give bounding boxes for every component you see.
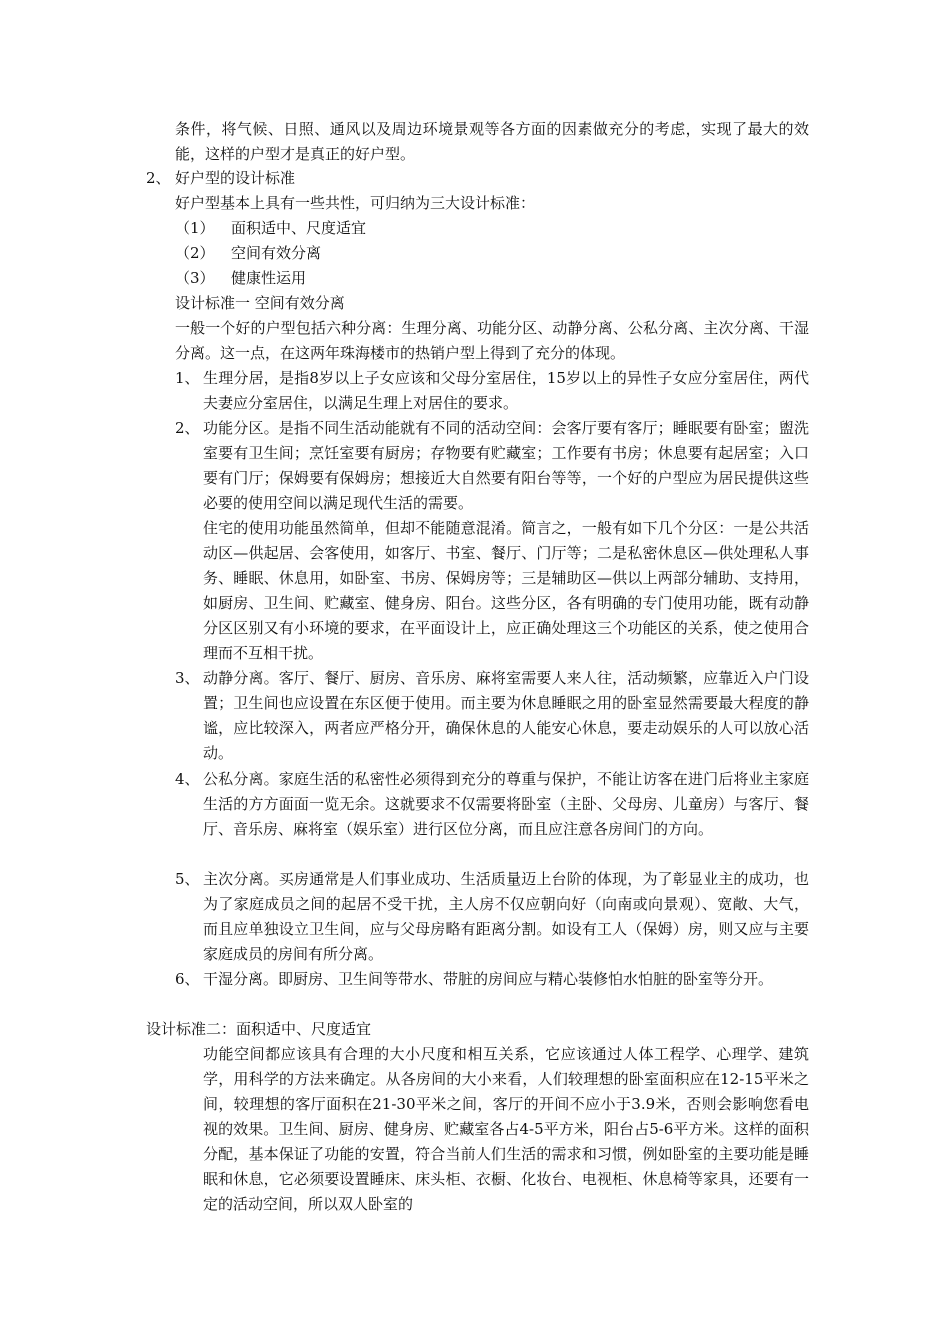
standard-label: 面积适中、尺度适宜 (231, 219, 367, 237)
list-item-number: 3、 (175, 669, 200, 687)
standard-two-heading: 设计标准二：面积适中、尺度适宜 (146, 1020, 372, 1038)
list-item-number: 2、 (175, 419, 200, 437)
section-intro: 好户型基本上具有一些共性，可归纳为三大设计标准： (175, 194, 536, 212)
standard-label: 空间有效分离 (231, 244, 322, 262)
standard-one-heading: 设计标准一 空间有效分离 (175, 294, 345, 312)
list-item-number: 6、 (175, 970, 200, 988)
list-item-text: 生理分居，是指8岁以上子女应该和父母分室居住，15岁以上的异性子女应分室居住，两代夫妻应分室居住，以满足生理上对居住的要求。 (203, 369, 809, 412)
list-item-number: 4、 (175, 770, 200, 788)
standard-number: （1） (175, 219, 215, 237)
standard-two-body: 功能空间都应该具有合理的大小尺度和相互关系，它应该通过人体工程学、心理学、建筑学，用科学的方法来确定。从各房间的大小来看，人们较理想的卧室面积应在12-15平米之间，较理想的客厅面积在21-30平米之间，客厅的开间不应小于3.9米，否则会影响您看电视的效果。卫生间、厨房、健身房、贮藏室各占4-5平方米，阳台占5-6平方米。这样的面积分配，基本保证了功能的安置，符合当前人们生活的需求和习惯，例如卧室的主要功能是睡眠和休息，它必须要设置睡床、床头柜、衣橱、化妆台、电视柜、休息椅等家具，还要有一定的活动空间，所以双人卧室的 (203, 1045, 809, 1213)
list-item-text: 公私分离。家庭生活的私密性必须得到充分的尊重与保护，不能让访客在进门后将业主家庭生活的方方面面一览无余。这就要求不仅需要将卧室（主卧、父母房、儿童房）与客厅、餐厅、音乐房、麻将室（娱乐室）进行区位分离，而且应注意各房间门的方向。 (203, 770, 809, 838)
section-title: 好户型的设计标准 (175, 169, 296, 187)
standard-number: （3） (175, 269, 215, 287)
list-item-text: 干湿分离。即厨房、卫生间等带水、带脏的房间应与精心装修怕水怕脏的卧室等分开。 (203, 970, 774, 988)
list-item-extra: 住宅的使用功能虽然简单，但却不能随意混淆。简言之，一般有如下几个分区：一是公共活动区—供起居、会客使用，如客厅、书室、餐厅、门厅等；二是私密休息区—供处理私人事务、睡眠、休息用，如卧室、书房、保姆房等；三是辅助区—供以上两部分辅助、支持用，如厨房、卫生间、贮藏室、健身房、阳台。这些分区，各有明确的专门使用功能，既有动静分区区别又有小环境的要求，在平面设计上，应正确处理这三个功能区的关系，使之使用合理而不互相干扰。 (203, 519, 809, 662)
list-item-number: 1、 (175, 369, 200, 387)
list-item-text: 功能分区。是指不同生活动能就有不同的活动空间：会客厅要有客厅；睡眠要有卧室；盥洗室要有卫生间；烹饪室要有厨房；存物要有贮藏室；工作要有书房；休息要有起居室；入口要有门厅；保姆要有保姆房；想接近大自然要有阳台等等，一个好的户型应为居民提供这些必要的使用空间以满足现代生活的需要。 (203, 419, 809, 512)
section-number: 2、 (146, 169, 171, 187)
list-item-text: 主次分离。买房通常是人们事业成功、生活质量迈上台阶的体现，为了彰显业主的成功，也为了家庭成员之间的起居不受干扰，主人房不仅应朝向好（向南或向景观）、宽敞、大气，而且应单独设立卫生间，应与父母房略有距离分割。如设有工人（保姆）房，则又应与主要家庭成员的房间有所分离。 (203, 870, 809, 963)
standard-number: （2） (175, 244, 215, 262)
standard-label: 健康性运用 (231, 269, 307, 287)
intro-continuation: 条件，将气候、日照、通风以及周边环境景观等各方面的因素做充分的考虑，实现了最大的效能，这样的户型才是真正的好户型。 (175, 120, 809, 163)
list-item-number: 5、 (175, 870, 200, 888)
standard-one-intro: 一般一个好的户型包括六种分离：生理分离、功能分区、动静分离、公私分离、主次分离、干湿分离。这一点，在这两年珠海楼市的热销户型上得到了充分的体现。 (175, 319, 809, 362)
list-item-text: 动静分离。客厅、餐厅、厨房、音乐房、麻将室需要人来人往，活动频繁，应靠近入户门设置；卫生间也应设置在东区便于使用。而主要为休息睡眠之用的卧室显然需要最大程度的静谧，应比较深入，两者应严格分开，确保休息的人能安心休息，要走动娱乐的人可以放心活动。 (203, 669, 809, 762)
